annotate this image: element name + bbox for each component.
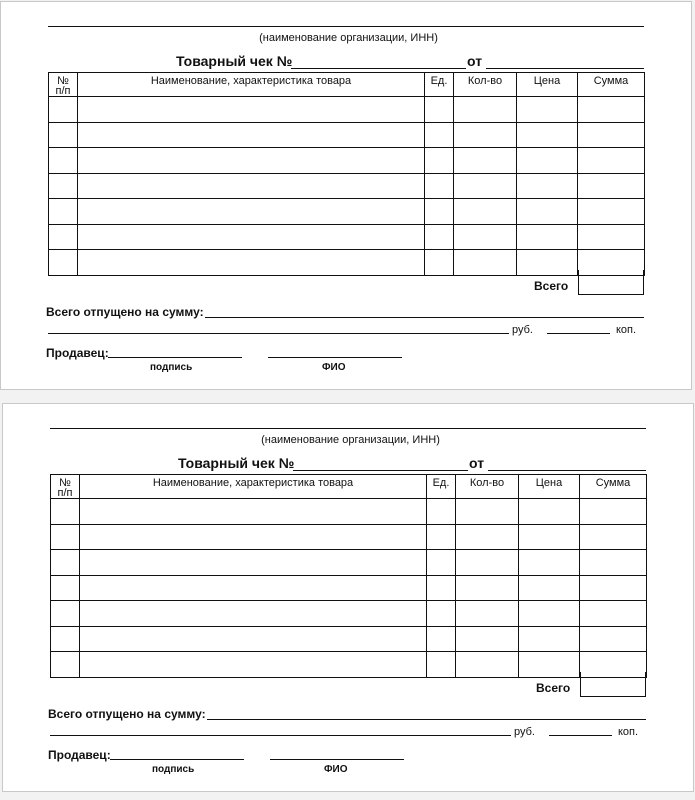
cell-name[interactable] — [78, 148, 425, 174]
cell-unit[interactable] — [425, 97, 454, 123]
cell-unit[interactable] — [425, 224, 454, 250]
cell-name[interactable] — [78, 250, 425, 276]
cell-unit[interactable] — [427, 575, 456, 601]
cell-unit[interactable] — [427, 550, 456, 576]
cell-name[interactable] — [78, 224, 425, 250]
cell-number[interactable] — [49, 224, 78, 250]
cell-number[interactable] — [49, 122, 78, 148]
total-sum-cell[interactable] — [578, 270, 644, 295]
cell-qty[interactable] — [456, 499, 519, 525]
cell-name[interactable] — [80, 652, 427, 678]
col-header-sum: Сумма — [578, 73, 645, 97]
receipt-title: Товарный чек № — [178, 455, 295, 471]
cell-number[interactable] — [51, 652, 80, 678]
cell-price[interactable] — [519, 524, 580, 550]
table-row — [51, 601, 647, 627]
cell-qty[interactable] — [456, 524, 519, 550]
cell-unit[interactable] — [427, 601, 456, 627]
cell-qty[interactable] — [454, 97, 517, 123]
cell-number[interactable] — [49, 148, 78, 174]
cell-sum[interactable] — [580, 626, 647, 652]
table-row — [49, 122, 645, 148]
date-label: от — [467, 53, 483, 69]
cell-sum[interactable] — [580, 499, 647, 525]
seller-label: Продавец: — [48, 748, 111, 762]
col-header-number: № п/п — [51, 475, 80, 499]
receipt-number-line[interactable] — [291, 68, 466, 69]
cell-sum[interactable] — [578, 122, 645, 148]
cell-number[interactable] — [51, 524, 80, 550]
cell-sum[interactable] — [578, 148, 645, 174]
signature-caption: подпись — [150, 362, 193, 373]
cell-price[interactable] — [517, 122, 578, 148]
cell-number[interactable] — [51, 550, 80, 576]
cell-number[interactable] — [49, 97, 78, 123]
cell-unit[interactable] — [425, 199, 454, 225]
fio-line[interactable] — [268, 357, 402, 358]
cell-price[interactable] — [517, 173, 578, 199]
cell-qty[interactable] — [456, 652, 519, 678]
cell-sum[interactable] — [580, 524, 647, 550]
signature-caption: подпись — [152, 764, 195, 775]
rub-label: руб. — [514, 726, 535, 738]
cell-number[interactable] — [49, 250, 78, 276]
table-header-row — [51, 475, 647, 499]
col-header-unit: Ед. — [425, 73, 454, 97]
cell-qty[interactable] — [456, 626, 519, 652]
table-row — [49, 199, 645, 225]
cell-price[interactable] — [519, 499, 580, 525]
col-header-qty: Кол-во — [454, 73, 517, 97]
org-name-line[interactable] — [48, 26, 644, 27]
kop-line[interactable] — [549, 735, 612, 736]
org-name-line[interactable] — [50, 428, 646, 429]
table-row — [51, 626, 647, 652]
org-caption: (наименование организации, ИНН) — [261, 434, 440, 446]
released-sum-label: Всего отпущено на сумму: — [46, 305, 204, 319]
signature-line[interactable] — [110, 759, 244, 760]
cell-name[interactable] — [80, 550, 427, 576]
table-body — [49, 97, 645, 276]
cell-name[interactable] — [78, 97, 425, 123]
cell-qty[interactable] — [454, 224, 517, 250]
table-row — [51, 575, 647, 601]
receipt-form-1 — [0, 1, 692, 390]
cell-name[interactable] — [80, 575, 427, 601]
date-line[interactable] — [486, 68, 644, 69]
cell-qty[interactable] — [454, 199, 517, 225]
col-header-unit: Ед. — [427, 475, 456, 499]
cell-name[interactable] — [78, 122, 425, 148]
cell-price[interactable] — [519, 626, 580, 652]
cell-number[interactable] — [49, 173, 78, 199]
table-row — [49, 250, 645, 276]
cell-sum[interactable] — [578, 224, 645, 250]
cell-name[interactable] — [80, 626, 427, 652]
cell-name[interactable] — [80, 524, 427, 550]
cell-sum[interactable] — [578, 199, 645, 225]
cell-unit[interactable] — [425, 148, 454, 174]
sum-words-line[interactable] — [48, 333, 509, 334]
table-body — [51, 499, 647, 678]
sum-words-line[interactable] — [50, 735, 511, 736]
cell-price[interactable] — [517, 148, 578, 174]
receipt-form-2 — [2, 403, 694, 792]
cell-qty[interactable] — [456, 601, 519, 627]
released-sum-label: Всего отпущено на сумму: — [48, 707, 206, 721]
col-header-sum: Сумма — [580, 475, 647, 499]
cell-sum[interactable] — [578, 97, 645, 123]
receipt-number-line[interactable] — [293, 470, 468, 471]
cell-price[interactable] — [517, 199, 578, 225]
date-label: от — [469, 455, 485, 471]
cell-qty[interactable] — [454, 122, 517, 148]
cell-name[interactable] — [80, 601, 427, 627]
cell-unit[interactable] — [427, 499, 456, 525]
cell-price[interactable] — [519, 601, 580, 627]
date-line[interactable] — [488, 470, 646, 471]
cell-number[interactable] — [51, 601, 80, 627]
rub-label: руб. — [512, 324, 533, 336]
cell-price[interactable] — [519, 550, 580, 576]
table-row — [51, 550, 647, 576]
fio-line[interactable] — [270, 759, 404, 760]
cell-qty[interactable] — [456, 575, 519, 601]
cell-unit[interactable] — [425, 173, 454, 199]
cell-qty[interactable] — [456, 550, 519, 576]
cell-unit[interactable] — [427, 652, 456, 678]
cell-name[interactable] — [80, 499, 427, 525]
table-header-row — [49, 73, 645, 97]
cell-sum[interactable] — [580, 575, 647, 601]
table-row — [49, 224, 645, 250]
seller-label: Продавец: — [46, 346, 109, 360]
signature-line[interactable] — [108, 357, 242, 358]
org-caption: (наименование организации, ИНН) — [259, 32, 438, 44]
cell-sum[interactable] — [578, 173, 645, 199]
total-sum-cell[interactable] — [580, 672, 646, 697]
cell-number[interactable] — [49, 199, 78, 225]
table-row — [49, 148, 645, 174]
cell-qty[interactable] — [454, 250, 517, 276]
total-label: Всего — [534, 279, 569, 293]
cell-price[interactable] — [517, 224, 578, 250]
table-row — [51, 524, 647, 550]
kop-line[interactable] — [547, 333, 610, 334]
cell-unit[interactable] — [427, 626, 456, 652]
table-row — [49, 97, 645, 123]
released-sum-line[interactable] — [207, 719, 646, 720]
cell-number[interactable] — [51, 626, 80, 652]
col-header-qty: Кол-во — [456, 475, 519, 499]
cell-sum[interactable] — [580, 601, 647, 627]
items-table — [50, 474, 647, 678]
kop-label: коп. — [616, 324, 637, 336]
cell-price[interactable] — [517, 97, 578, 123]
cell-price[interactable] — [517, 250, 578, 276]
col-header-price: Цена — [517, 73, 578, 97]
col-header-name: Наименование, характеристика товара — [78, 73, 425, 97]
col-header-number: № п/п — [49, 73, 78, 97]
kop-label: коп. — [618, 726, 639, 738]
fio-caption: ФИО — [324, 764, 348, 775]
cell-price[interactable] — [519, 575, 580, 601]
total-label: Всего — [536, 681, 571, 695]
table-row — [51, 499, 647, 525]
cell-qty[interactable] — [454, 173, 517, 199]
cell-name[interactable] — [78, 173, 425, 199]
cell-unit[interactable] — [425, 250, 454, 276]
cell-number[interactable] — [51, 499, 80, 525]
cell-sum[interactable] — [580, 550, 647, 576]
table-row — [49, 173, 645, 199]
cell-price[interactable] — [519, 652, 580, 678]
receipt-title: Товарный чек № — [176, 53, 293, 69]
table-row — [51, 652, 647, 678]
fio-caption: ФИО — [322, 362, 346, 373]
cell-qty[interactable] — [454, 148, 517, 174]
cell-unit[interactable] — [427, 524, 456, 550]
cell-number[interactable] — [51, 575, 80, 601]
released-sum-line[interactable] — [205, 317, 644, 318]
col-header-price: Цена — [519, 475, 580, 499]
cell-name[interactable] — [78, 199, 425, 225]
items-table — [48, 72, 645, 276]
col-header-name: Наименование, характеристика товара — [80, 475, 427, 499]
cell-unit[interactable] — [425, 122, 454, 148]
